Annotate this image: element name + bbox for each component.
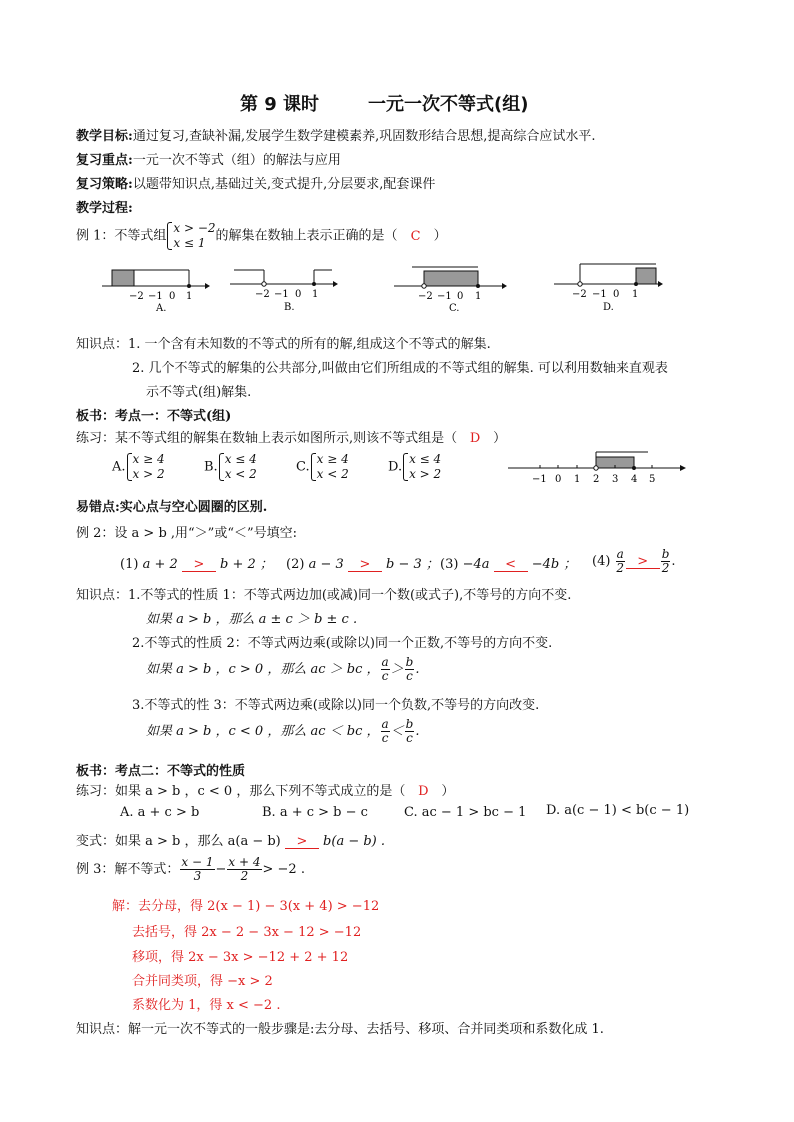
option-system [218,452,257,482]
kp3: 知识点：解一元一次不等式的一般步骤是:去分母、去括号、移项、合并同类项和系数化成 1. [76,1022,604,1037]
kp1-item1-text: 1. 一个含有未知数的不等式的所有的解,组成这个不等式的解集. [128,337,491,352]
kp2-p2-ex-text: 如果 a > b ，c > 0 ，那么 ac ＞ bc ， [146,662,380,677]
fraction-b-c: $\frac{b}{c}$ [405,655,414,683]
fraction-b-c: $\frac{b}{c}$ [405,717,414,745]
fraction-b: $\frac{b}{2}$ [661,547,670,575]
ex1-suffix: 的解集在数轴上表示正确的是（ [215,228,398,244]
sys-top: x ≥ 4 [316,452,349,466]
option-label: D. [603,302,614,312]
tick-label: 2 [593,474,600,485]
kp2-p3-example [146,718,420,745]
focus-label: 复习重点: [76,153,133,168]
option-system [402,452,441,482]
item-answer: < [494,558,528,572]
practice1-option-c [296,452,349,482]
end-dot: . [415,662,420,677]
option-label: A. [156,303,167,312]
kp2-p1 [76,584,571,603]
sys-bottom: x < 2 [224,467,257,481]
sys-bottom: x > 2 [132,467,165,481]
example-1 [76,221,447,251]
example-3 [76,856,305,883]
numberline-b [228,262,338,312]
kp1-item2-line2: 示不等式(组)解集. [146,385,252,400]
option-system [126,452,165,482]
tick-label: −1 [148,291,163,302]
tick-label: 3 [612,474,619,485]
tick-label: 0 [169,291,176,302]
board1-label: 板书： [76,409,116,424]
tick-label: 5 [649,474,656,485]
numberline-d [552,262,664,312]
tick-label: 0 [457,291,464,302]
tick-label: 0 [555,474,562,485]
ex1-sys-bottom: x ≤ 1 [173,236,206,250]
tick-label: 4 [631,474,638,485]
tick-label: 1 [632,289,639,300]
practice2-option-c: C. ac − 1 > bc − 1 [404,805,527,820]
item-left: a + 2 [142,557,178,572]
option-label: B. [204,459,218,475]
tick-label: 0 [613,289,620,300]
strategy-label: 复习策略: [76,177,133,192]
focus-line [76,149,341,168]
goal-text: 通过复习,查缺补漏,发展学生数学建模素养,巩固数形结合思想,提高综合应试水平. [132,129,596,144]
minus-sign: − [215,862,227,877]
shade-a [112,270,134,286]
tick-label: −1 [437,291,452,302]
tick-label: −1 [274,289,289,300]
tick-label: −2 [572,289,587,300]
fraction-a: $\frac{a}{2}$ [616,547,624,575]
option-label: C. [449,303,460,312]
practice2-option-b: B. a + c > b − c [262,805,368,820]
practice1-option-d [388,452,441,482]
sys-top: x ≥ 4 [132,452,165,466]
shade-d [636,268,656,284]
tick-label: −2 [255,289,270,300]
tick-label: 1 [186,291,193,302]
example-2: 例 2：设 a > b ,用“＞”或“＜”号填空: [76,526,297,541]
option-system [310,452,349,482]
item-label: (4) [592,554,611,569]
fraction-a-c: $\frac{a}{c}$ [381,717,389,745]
lesson-number: 第 9 课时 [240,94,320,115]
tick-label: 1 [574,474,581,485]
item-right: −4b ； [531,557,577,572]
solution-step-1: 解：去分母，得 2(x − 1) − 3(x + 4) > −12 [112,899,380,914]
item-left: a − 3 [308,557,344,572]
option-label: C. [296,459,310,475]
practice-2 [76,780,454,799]
item-label: (2) [286,557,305,572]
tick-label: −2 [418,291,433,302]
solution-step-3: 移项，得 2x − 3x > −12 + 2 + 12 [132,950,349,965]
kp2-p3: 3.不等式的性 3：不等式两边乘(或除以)同一个负数,不等号的方向改变. [132,698,540,713]
tick-label: 1 [475,291,482,302]
kp1-item2-line1: 2. 几个不等式的解集的公共部分,叫做由它们所组成的不等式组的解集. 可以利用数轴来直观表 [132,361,668,376]
fraction-1: $\frac{x - 1}{3}$ [181,855,214,883]
board1-text: 考点一：不等式(组) [115,409,232,424]
item-answer: > [348,558,382,572]
practice2-close: ） [441,784,455,799]
practice1-option-b [204,452,257,482]
sys-bottom: x > 2 [409,467,442,481]
page-title: 一元一次不等式(组) [368,94,529,115]
ex1-system [166,221,215,251]
sys-top: x ≤ 4 [409,452,442,466]
lt-sign: ＜ [390,724,404,739]
kp2-p1-example: 如果 a > b ，那么 a ± c ＞ b ± c . [146,612,358,627]
fraction-2: $\frac{x + 4}{2}$ [228,855,261,883]
goal-label: 教学目标: [76,129,133,144]
practice1-numberline [506,448,688,488]
practice1-option-a [112,452,165,482]
tick-label: −2 [129,291,144,302]
variant-answer: > [285,835,319,849]
board2-label: 板书： [76,764,116,779]
solution-step-5: 系数化为 1，得 x < −2 . [132,998,281,1013]
solution-step-4: 合并同类项，得 −x > 2 [132,974,273,989]
shade-c [424,271,478,286]
board-1 [76,405,231,424]
ex1-sys-top: x > −2 [173,221,216,235]
ex2-item-4 [592,548,676,575]
variant-prefix: 变式：如果 a > b ，那么 a(a − b) [76,834,281,849]
variant-suffix: b(a − b) . [323,834,386,849]
error-point: 易错点:实心点与空心圆圈的区别. [76,500,268,515]
ex1-close: ） [433,228,447,244]
item-right: b + 2 ； [220,557,273,572]
strategy-line [76,173,435,192]
kp2-label: 知识点： [76,588,129,603]
kp2-p3-ex-text: 如果 a > b ，c < 0 ，那么 ac ＜ bc ， [146,724,380,739]
tick-label: 0 [295,289,302,300]
ex3-prefix: 例 3：解不等式： [76,862,180,877]
kp2-p1-text: 1.不等式的性质 1：不等式两边加(或减)同一个数(或式子),不等号的方向不变. [128,588,572,603]
option-label: A. [112,459,126,475]
option-label: B. [284,302,295,312]
fraction-a-c: $\frac{a}{c}$ [381,655,389,683]
gt-sign: ＞ [390,662,404,677]
goal-line [76,125,595,144]
end-dot: . [415,724,420,739]
strategy-text: 以题带知识点,基础过关,变式提升,分层要求,配套课件 [132,177,436,192]
ex2-item-3 [440,553,576,572]
tick-label: −1 [532,474,547,485]
solution-step-2: 去括号，得 2x − 2 − 3x − 12 > −12 [132,925,362,940]
process-label: 教学过程: [76,201,133,216]
practice1-answer: D [469,431,481,446]
ex1-prefix: 例 1：不等式组 [76,228,167,244]
item-answer: > [626,555,660,569]
numberline-a [100,262,210,312]
ex1-answer: C [410,228,421,244]
kp1-item1 [76,333,491,352]
board-2 [76,760,245,779]
variant [76,830,385,849]
item-label: (1) [120,557,139,572]
practice2-answer: D [418,784,429,799]
item-end: . [671,554,676,569]
numberline-c [392,262,508,312]
practice1-close: ） [493,431,507,446]
ex2-item-2 [286,553,439,572]
option-label: D. [388,459,403,475]
practice2-option-a: A. a + c > b [120,805,200,820]
sys-bottom: x < 2 [316,467,349,481]
practice1-text: 练习：某不等式组的解集在数轴上表示如图所示,则该不等式组是（ [76,431,458,446]
item-answer: > [182,558,216,572]
kp2-p2: 2.不等式的性质 2：不等式两边乘(或除以)同一个正数,不等号的方向不变. [132,636,553,651]
board2-text: 考点二：不等式的性质 [115,764,246,779]
tick-label: −1 [592,289,607,300]
item-label: (3) [440,557,459,572]
practice2-option-d: D. a(c − 1) < b(c − 1) [546,803,690,818]
focus-text: 一元一次不等式（组）的解法与应用 [132,153,341,168]
kp1-label: 知识点： [76,337,129,352]
practice-1 [76,427,506,446]
item-right: b − 3 ； [386,557,439,572]
tick-label: 1 [312,289,319,300]
item-left: −4a [462,557,490,572]
practice2-text: 练习：如果 a > b ，c < 0 ，那么下列不等式成立的是（ [76,784,406,799]
ex2-item-1 [120,553,273,572]
sys-top: x ≤ 4 [224,452,257,466]
ex3-suffix: > −2 . [262,862,305,877]
kp2-p2-example [146,656,420,683]
